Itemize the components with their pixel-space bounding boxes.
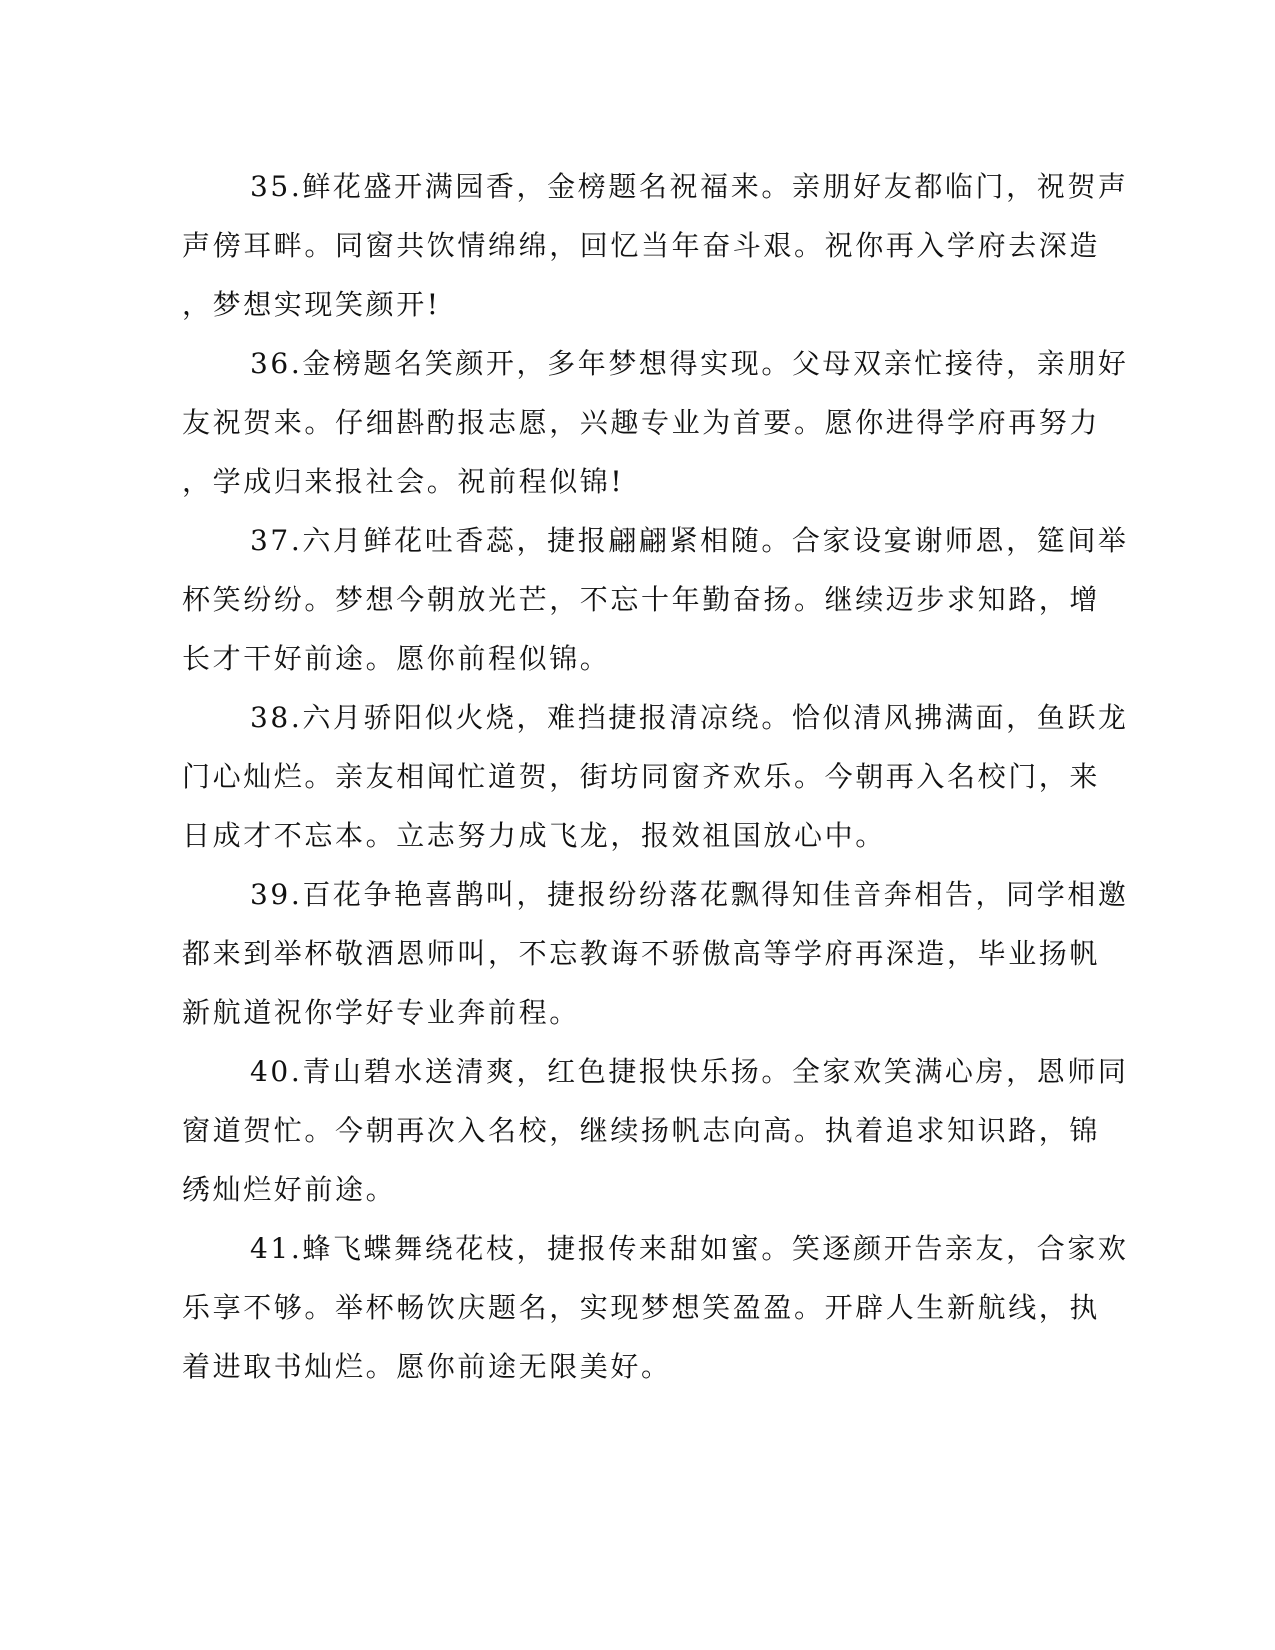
paragraph xyxy=(182,157,1129,334)
paragraph xyxy=(182,688,1129,865)
document-body xyxy=(182,157,1129,1396)
paragraph xyxy=(182,1219,1129,1396)
text-line: 日成才不忘本。立志努力成飞龙，报效祖国放心中。 xyxy=(182,819,886,852)
text-line: 友祝贺来。仔细斟酌报志愿，兴趣专业为首要。愿你进得学府再努力 xyxy=(182,406,1101,439)
text-line: 38.六月骄阳似火烧，难挡捷报清凉绕。恰似清风拂满面，鱼跃龙 xyxy=(250,701,1129,734)
text-line: 39.百花争艳喜鹊叫，捷报纷纷落花飘得知佳音奔相告，同学相邀 xyxy=(250,878,1129,911)
text-line: 窗道贺忙。今朝再次入名校，继续扬帆志向高。执着追求知识路，锦 xyxy=(182,1114,1101,1147)
paragraph xyxy=(182,865,1129,1042)
text-line: 长才干好前途。愿你前程似锦。 xyxy=(182,642,611,675)
text-line: 37.六月鲜花吐香蕊，捷报翩翩紧相随。合家设宴谢师恩，筵间举 xyxy=(250,524,1129,557)
text-line: 都来到举杯敬酒恩师叫，不忘教诲不骄傲高等学府再深造，毕业扬帆 xyxy=(182,937,1101,970)
paragraph xyxy=(182,511,1129,688)
text-line: 乐享不够。举杯畅饮庆题名，实现梦想笑盈盈。开辟人生新航线，执 xyxy=(182,1291,1101,1324)
text-line: 着进取书灿烂。愿你前途无限美好。 xyxy=(182,1350,672,1383)
text-line: 41.蜂飞蝶舞绕花枝，捷报传来甜如蜜。笑逐颜开告亲友，合家欢 xyxy=(250,1232,1129,1265)
paragraph xyxy=(182,1042,1129,1219)
text-line: 40.青山碧水送清爽，红色捷报快乐扬。全家欢笑满心房，恩师同 xyxy=(250,1055,1129,1088)
text-line: 绣灿烂好前途。 xyxy=(182,1173,397,1206)
text-line: ，学成归来报社会。祝前程似锦! xyxy=(182,465,625,498)
text-line: ，梦想实现笑颜开! xyxy=(182,288,441,321)
text-line: 门心灿烂。亲友相闻忙道贺，街坊同窗齐欢乐。今朝再入名校门，来 xyxy=(182,760,1101,793)
text-line: 新航道祝你学好专业奔前程。 xyxy=(182,996,580,1029)
text-line: 声傍耳畔。同窗共饮情绵绵，回忆当年奋斗艰。祝你再入学府去深造 xyxy=(182,229,1101,262)
text-line: 35.鲜花盛开满园香，金榜题名祝福来。亲朋好友都临门，祝贺声 xyxy=(250,170,1129,203)
paragraph xyxy=(182,334,1129,511)
text-line: 杯笑纷纷。梦想今朝放光芒，不忘十年勤奋扬。继续迈步求知路，增 xyxy=(182,583,1101,616)
text-line: 36.金榜题名笑颜开，多年梦想得实现。父母双亲忙接待，亲朋好 xyxy=(250,347,1129,380)
